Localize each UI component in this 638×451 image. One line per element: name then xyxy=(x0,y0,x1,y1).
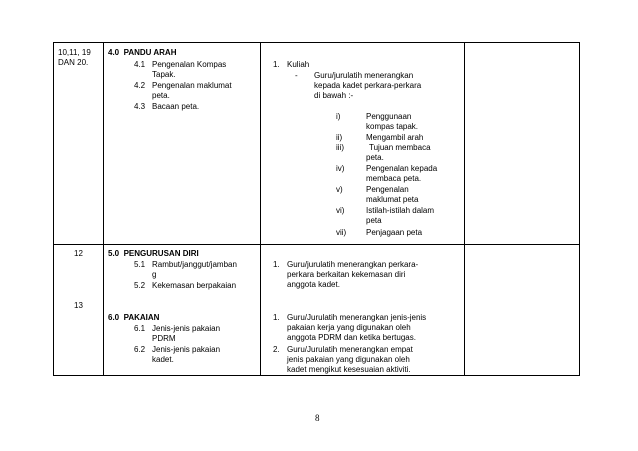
section-heading xyxy=(108,313,159,323)
method-text: anggota PDRM dan ketika bertugas. xyxy=(287,333,416,342)
method-number: 1. xyxy=(273,60,280,69)
week-text: 13 xyxy=(74,301,83,310)
topic-text: Jenis-jenis pakaian xyxy=(152,345,221,354)
subitem-number: iv) xyxy=(336,164,345,173)
subitem-text: peta xyxy=(366,216,382,225)
table-col-line-4 xyxy=(464,42,465,376)
table-col-line-5 xyxy=(579,42,580,376)
section-number: 5.0 xyxy=(108,249,120,258)
week-text: DAN 20. xyxy=(58,58,89,67)
section-title: PANDU ARAH xyxy=(123,48,177,57)
method-text: perkara berkaitan kekemasan diri xyxy=(287,270,406,279)
topic-text: Tapak. xyxy=(152,70,176,79)
section-number: 4.0 xyxy=(108,48,120,57)
topic-number: 4.3 xyxy=(134,102,146,111)
table-col-line-2 xyxy=(103,42,104,376)
subitem-number: vii) xyxy=(336,228,347,237)
method-text: Kuliah xyxy=(287,60,310,69)
method-number: 1. xyxy=(273,313,280,322)
description-text: Guru/jurulatih menerangkan xyxy=(314,71,414,80)
subitem-text: kompas tapak. xyxy=(366,122,419,131)
topic-text: Rambut/janggut/jamban xyxy=(152,260,237,269)
topic-number: 5.1 xyxy=(134,260,146,269)
method-text: pakaian kerja yang digunakan oleh xyxy=(287,323,411,332)
topic-number: 6.2 xyxy=(134,345,146,354)
description-text: kepada kadet perkara-perkara xyxy=(314,81,422,90)
topic-number: 5.2 xyxy=(134,281,146,290)
subitem-text: Penggunaan xyxy=(366,112,412,121)
subitem-number: v) xyxy=(336,185,343,194)
subitem-number: vi) xyxy=(336,206,345,215)
subitem-text: peta. xyxy=(366,153,384,162)
method-number: 1. xyxy=(273,260,280,269)
topic-text: Pengenalan Kompas xyxy=(152,60,227,69)
subitem-text: Pengenalan xyxy=(366,185,409,194)
topic-number: 4.2 xyxy=(134,81,146,90)
subitem-text: Tujuan membaca xyxy=(369,143,431,152)
method-number: 2. xyxy=(273,345,280,354)
topic-text: kadet. xyxy=(152,355,174,364)
table-col-line-1 xyxy=(53,42,54,376)
method-text: kadet mengikut kesesuaian aktiviti. xyxy=(287,365,411,374)
subitem-text: Pengenalan kepada xyxy=(366,164,438,173)
method-text: Guru/jurulatih menerangkan perkara- xyxy=(287,260,419,269)
topic-text: peta. xyxy=(152,91,170,100)
subitem-text: maklumat peta xyxy=(366,195,419,204)
topic-number: 4.1 xyxy=(134,60,146,69)
subitem-number: iii) xyxy=(336,143,344,152)
week-text: 10,11, 19 xyxy=(58,48,91,57)
week-text: 12 xyxy=(74,249,83,258)
table-col-line-3 xyxy=(260,42,261,376)
topic-text: Pengenalan maklumat xyxy=(152,81,232,90)
method-text: anggota kadet. xyxy=(287,280,340,289)
section-title: PENGURUSAN DIRI xyxy=(123,249,199,258)
method-text: Guru/Jurulatih menerangkan empat xyxy=(287,345,413,354)
table-border-top xyxy=(53,42,580,43)
section-title: PAKAIAN xyxy=(123,313,160,322)
method-text: Guru/Jurulatih menerangkan jenis-jenis xyxy=(287,313,427,322)
page-number: 8 xyxy=(315,413,320,423)
topic-text: Kekemasan berpakaian xyxy=(152,281,237,290)
section-heading xyxy=(108,48,176,58)
description-text: di bawah :- xyxy=(314,91,354,100)
topic-number: 6.1 xyxy=(134,324,146,333)
subitem-text: Mengambil arah xyxy=(366,133,424,142)
subitem-text: membaca peta. xyxy=(366,174,422,183)
section-number: 6.0 xyxy=(108,313,120,322)
table-border-mid xyxy=(53,244,580,245)
topic-text: g xyxy=(152,270,157,279)
topic-text: Bacaan peta. xyxy=(152,102,200,111)
subitem-number: ii) xyxy=(336,133,343,142)
table-border-bottom xyxy=(53,375,580,376)
subitem-text: Istilah-istilah dalam xyxy=(366,206,435,215)
section-heading xyxy=(108,249,199,259)
dash-marker: - xyxy=(295,71,298,80)
week-cell xyxy=(58,48,91,68)
topic-text: Jenis-jenis pakaian xyxy=(152,324,221,333)
subitem-text: Penjagaan peta xyxy=(366,228,423,237)
topic-text: PDRM xyxy=(152,334,176,343)
subitem-number: i) xyxy=(336,112,341,121)
method-text: jenis pakaian yang digunakan oleh xyxy=(287,355,410,364)
